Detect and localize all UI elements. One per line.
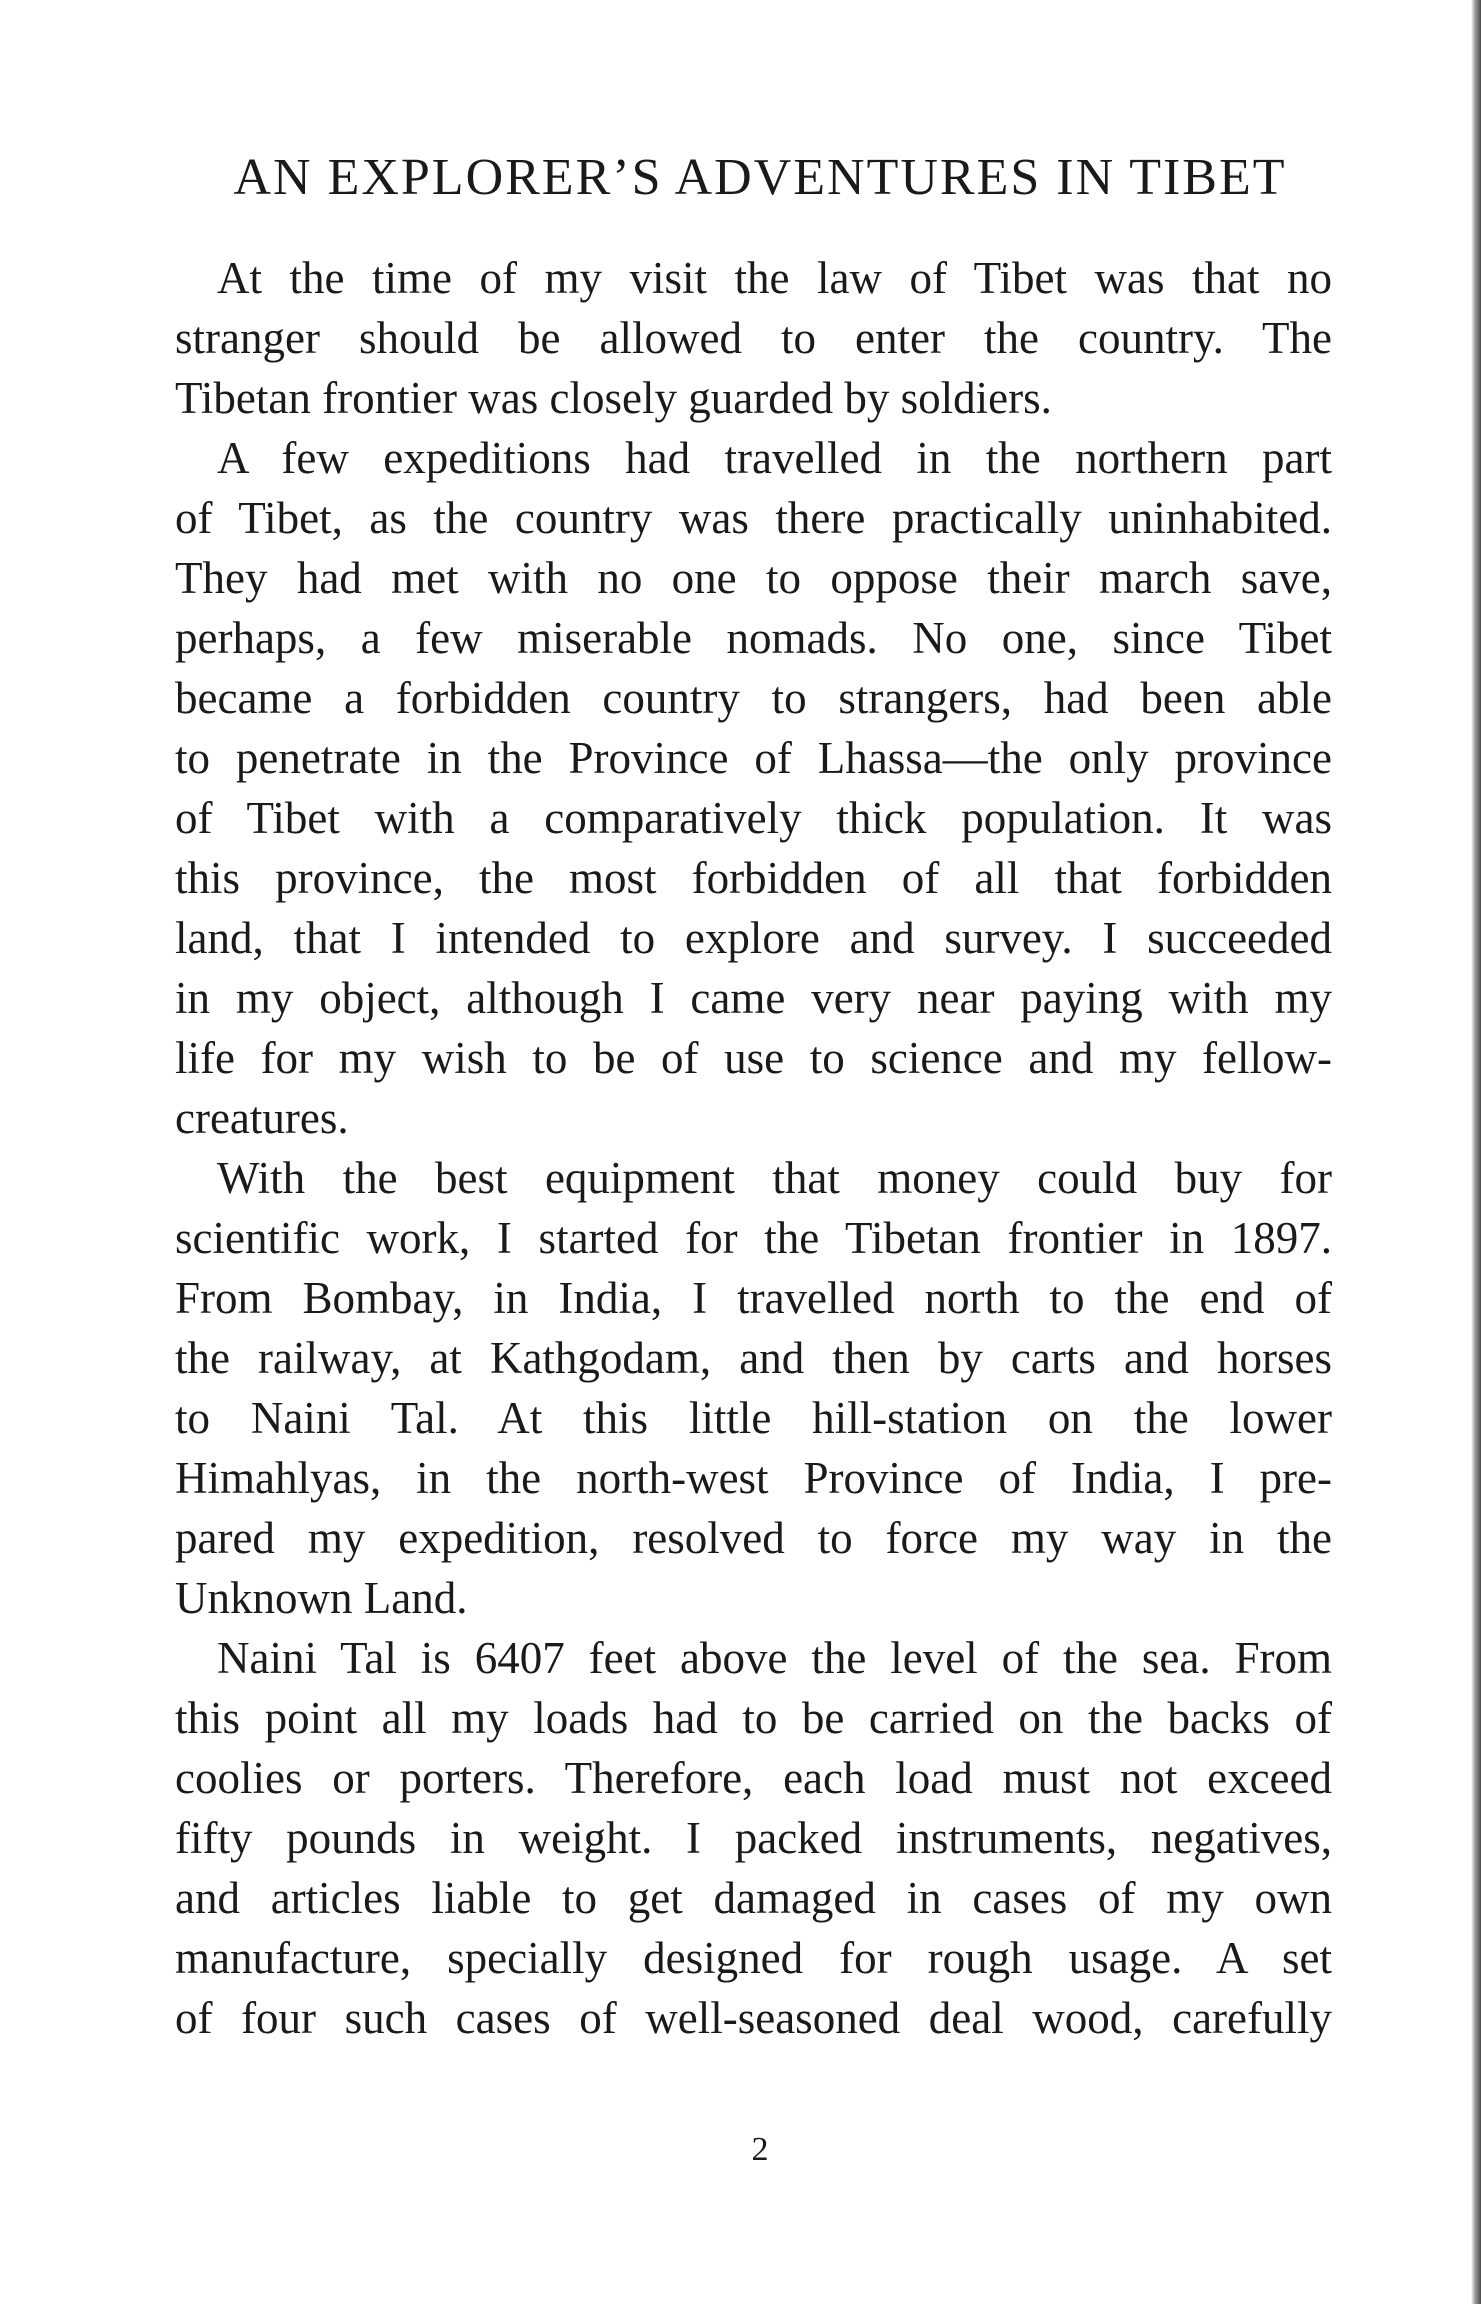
- text-line: life for my wish to be of use to science and my fellow-: [175, 1033, 1332, 1083]
- text-line: Naini Tal is 6407 feet above the level of the sea. From: [217, 1633, 1332, 1683]
- text-line: became a forbidden country to strangers, had been able: [175, 673, 1332, 723]
- page-title: AN EXPLORER’S ADVENTURES IN TIBET: [233, 149, 1287, 206]
- text-line: Tibetan frontier was closely guarded by soldiers.: [175, 373, 1052, 423]
- text-line: of Tibet, as the country was there practically uninhabited.: [175, 493, 1332, 543]
- text-line: Unknown Land.: [175, 1573, 468, 1623]
- text-line: creatures.: [175, 1093, 349, 1143]
- text-line: manufacture, specially designed for rough usage. A set: [175, 1933, 1332, 1983]
- text-line: From Bombay, in India, I travelled north to the end of: [175, 1273, 1332, 1323]
- text-line: A few expeditions had travelled in the northern part: [217, 433, 1332, 483]
- text-line: coolies or porters. Therefore, each load must not exceed: [175, 1753, 1332, 1803]
- text-line: the railway, at Kathgodam, and then by carts and horses: [175, 1333, 1332, 1383]
- text-line: Himahlyas, in the north-west Province of India, I pre-: [175, 1453, 1332, 1503]
- text-line: land, that I intended to explore and survey. I succeeded: [175, 913, 1332, 963]
- text-line: scientific work, I started for the Tibetan frontier in 1897.: [175, 1213, 1332, 1263]
- text-line: At the time of my visit the law of Tibet was that no: [217, 253, 1332, 303]
- text-line: perhaps, a few miserable nomads. No one, since Tibet: [175, 613, 1332, 663]
- text-line: to penetrate in the Province of Lhassa—the only province: [175, 733, 1332, 783]
- text-line: stranger should be allowed to enter the country. The: [175, 313, 1332, 363]
- page-edge-shadow: [1471, 0, 1481, 2304]
- text-line: to Naini Tal. At this little hill-station on the lower: [175, 1393, 1332, 1443]
- text-line: of four such cases of well-seasoned deal wood, carefully: [175, 1993, 1332, 2043]
- text-line: this point all my loads had to be carried on the backs of: [175, 1693, 1332, 1743]
- text-line: in my object, although I came very near paying with my: [175, 973, 1332, 1023]
- text-line: pared my expedition, resolved to force my way in the: [175, 1513, 1332, 1563]
- text-line: With the best equipment that money could buy for: [217, 1153, 1332, 1203]
- text-line: fifty pounds in weight. I packed instruments, negatives,: [175, 1813, 1332, 1863]
- text-line: and articles liable to get damaged in cases of my own: [175, 1873, 1332, 1923]
- page-number: 2: [751, 2131, 769, 2168]
- text-line: They had met with no one to oppose their march save,: [175, 553, 1332, 603]
- text-line: this province, the most forbidden of all that forbidden: [175, 853, 1332, 903]
- text-line: of Tibet with a comparatively thick population. It was: [175, 793, 1332, 843]
